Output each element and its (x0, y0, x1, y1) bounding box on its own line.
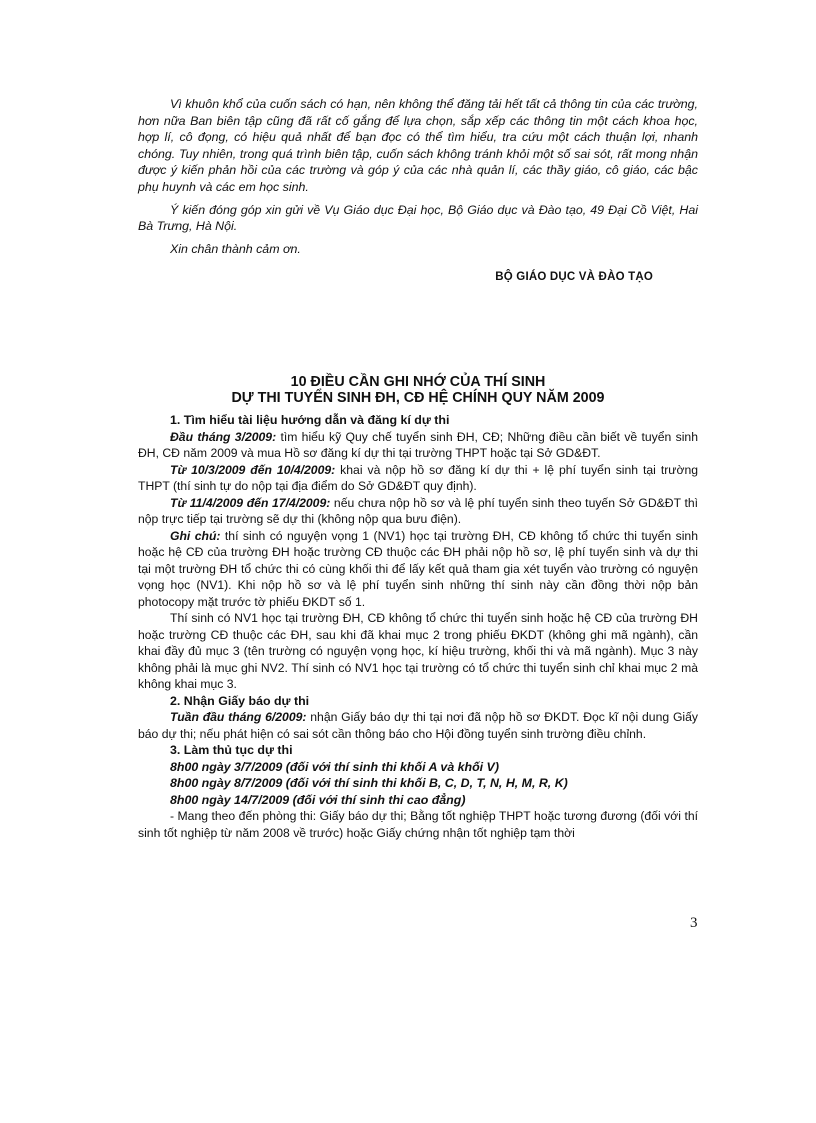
section-1-p3-text: nếu chưa nộp hồ sơ và lệ phí tuyển sinh theo tuyến Sở GD&ĐT thì nộp trực tiếp tại trường sẽ dự thi (không nộp qua bưu điện). (138, 495, 698, 527)
section-1-paragraph-2 (138, 462, 698, 495)
title-line-2: DỰ THI TUYỂN SINH ĐH, CĐ HỆ CHÍNH QUY NĂM 2009 (231, 389, 605, 406)
section-1-paragraph-1 (138, 429, 698, 462)
section-1-p1-lead: Đầu tháng 3/2009: (170, 429, 277, 444)
section-3 (138, 742, 698, 841)
section-1-paragraph-4 (138, 528, 698, 611)
document-title (138, 375, 698, 406)
section-2-p1-text: nhận Giấy báo dự thi tại nơi đã nộp hồ sơ ĐKDT. Đọc kĩ nội dung Giấy báo dự thi; nếu phát hiện có sai sót cần thông báo cho Hội đồng tuyển sinh trường điều chỉnh. (138, 710, 699, 741)
section-3-date-2: 8h00 ngày 8/7/2009 (đối với thí sinh thi khối B, C, D, T, N, H, M, R, K) (170, 776, 568, 791)
page-content (138, 96, 698, 841)
section-1-p2-text: khai và nộp hồ sơ đăng kí dự thi + lệ phí tuyển sinh tại trường THPT (thí sinh tự do nộp tại địa điểm do Sở GD&ĐT quy định). (138, 462, 699, 494)
section-1-p2-lead: Từ 10/3/2009 đến 10/4/2009: (170, 462, 336, 477)
section-2-heading: 2. Nhận Giấy báo dự thi (170, 693, 310, 708)
signature: BỘ GIÁO DỤC VÀ ĐÀO TẠO (495, 271, 653, 284)
section-3-paragraph-1: - Mang theo đến phòng thi: Giấy báo dự thi; Bằng tốt nghiệp THPT hoặc tương đương (đối với thí sinh tốt nghiệp từ năm 2008 về trước) hoặc Giấy chứng nhận tốt nghiệp tạm thời (138, 809, 698, 840)
section-1 (138, 412, 698, 693)
section-3-date-1: 8h00 ngày 3/7/2009 (đối với thí sinh thi khối A và khối V) (170, 759, 499, 774)
section-2 (138, 693, 698, 743)
section-1-p1-text: tìm hiểu kỹ Quy chế tuyển sinh ĐH, CĐ; Những điều cần biết về tuyển sinh ĐH, CĐ năm 2009 và mua Hồ sơ đăng kí dự thi tại trường THPT hoặc tại Sở GD&ĐT. (138, 429, 698, 461)
intro-paragraph-3: Xin chân thành cảm ơn. (170, 241, 301, 256)
section-3-date-3: 8h00 ngày 14/7/2009 (đối với thí sinh thi cao đẳng) (170, 792, 466, 807)
intro-paragraph-2: Ý kiến đóng góp xin gửi về Vụ Giáo dục Đại học, Bộ Giáo dục và Đào tạo, 49 Đại Cồ Việt, Hai Bà Trưng, Hà Nội. (138, 202, 698, 234)
intro-paragraph-1: Vì khuôn khổ của cuốn sách có hạn, nên không thể đăng tải hết tất cả thông tin của các trường, hơn nữa Ban biên tập cũng đã rất cố gắng để lựa chọn, sắp xếp các thông tin một cách khoa học, hợp lí, cô đọng, có hiệu quả nhất để bạn đọc có thể tìm hiểu, tra cứu một cách thuận lợi, nhanh chóng. Tuy nhiên, trong quá trình biên tập, cuốn sách không tránh khỏi một số sai sót, rất mong nhận được ý kiến phản hồi của các trường và góp ý của các nhà quản lí, các thầy giáo, cô giáo, các bậc phụ huynh và các em học sinh. (138, 97, 698, 194)
section-1-p3-lead: Từ 11/4/2009 đến 17/4/2009: (170, 495, 331, 510)
section-1-p4-lead: Ghi chú: (170, 528, 221, 543)
section-1-heading: 1. Tìm hiểu tài liệu hướng dẫn và đăng kí dự thi (170, 413, 450, 428)
section-1-paragraph-5: Thí sinh có NV1 học tại trường ĐH, CĐ không tổ chức thi tuyển sinh hoặc hệ CĐ của trường ĐH hoặc trường CĐ thuộc các ĐH, sau khi đã khai mục 2 trong phiếu ĐKDT (không ghi mã ngành), cần khai đầy đủ mục 3 (tên trường có nguyện vọng học, kí hiệu trường, khối thi và mã ngành). Mục 3 này không phải là mục ghi NV2. Thí sinh có NV1 học tại trường có tổ chức thi tuyển sinh chỉ khai mục 2 mà không khai mục 3. (138, 611, 698, 692)
section-1-paragraph-3 (138, 495, 698, 528)
section-1-p4-text: thí sinh có nguyện vọng 1 (NV1) học tại trường ĐH, CĐ không tổ chức thi tuyển sinh hoặc hệ CĐ của trường ĐH hoặc trường CĐ thuộc các ĐH phải nộp hồ sơ, lệ phí tuyển sinh và dự thi tại một trường ĐH tổ chức thi có cùng khối thi để lấy kết quả tham gia xét tuyển vào trường có nguyện vọng học (NV1). Khi nộp hồ sơ và lệ phí tuyển sinh những thí sinh này cần đồng thời nộp bản photocopy mặt trước tờ phiếu ĐKDT số 1. (138, 528, 698, 609)
title-line-1: 10 ĐIỀU CẦN GHI NHỚ CỦA THÍ SINH (290, 374, 546, 391)
section-2-p1-lead: Tuần đầu tháng 6/2009: (170, 710, 307, 725)
section-3-heading: 3. Làm thủ tục dự thi (170, 743, 293, 758)
page-number: 3 (690, 915, 698, 931)
section-2-paragraph-1 (138, 709, 698, 742)
